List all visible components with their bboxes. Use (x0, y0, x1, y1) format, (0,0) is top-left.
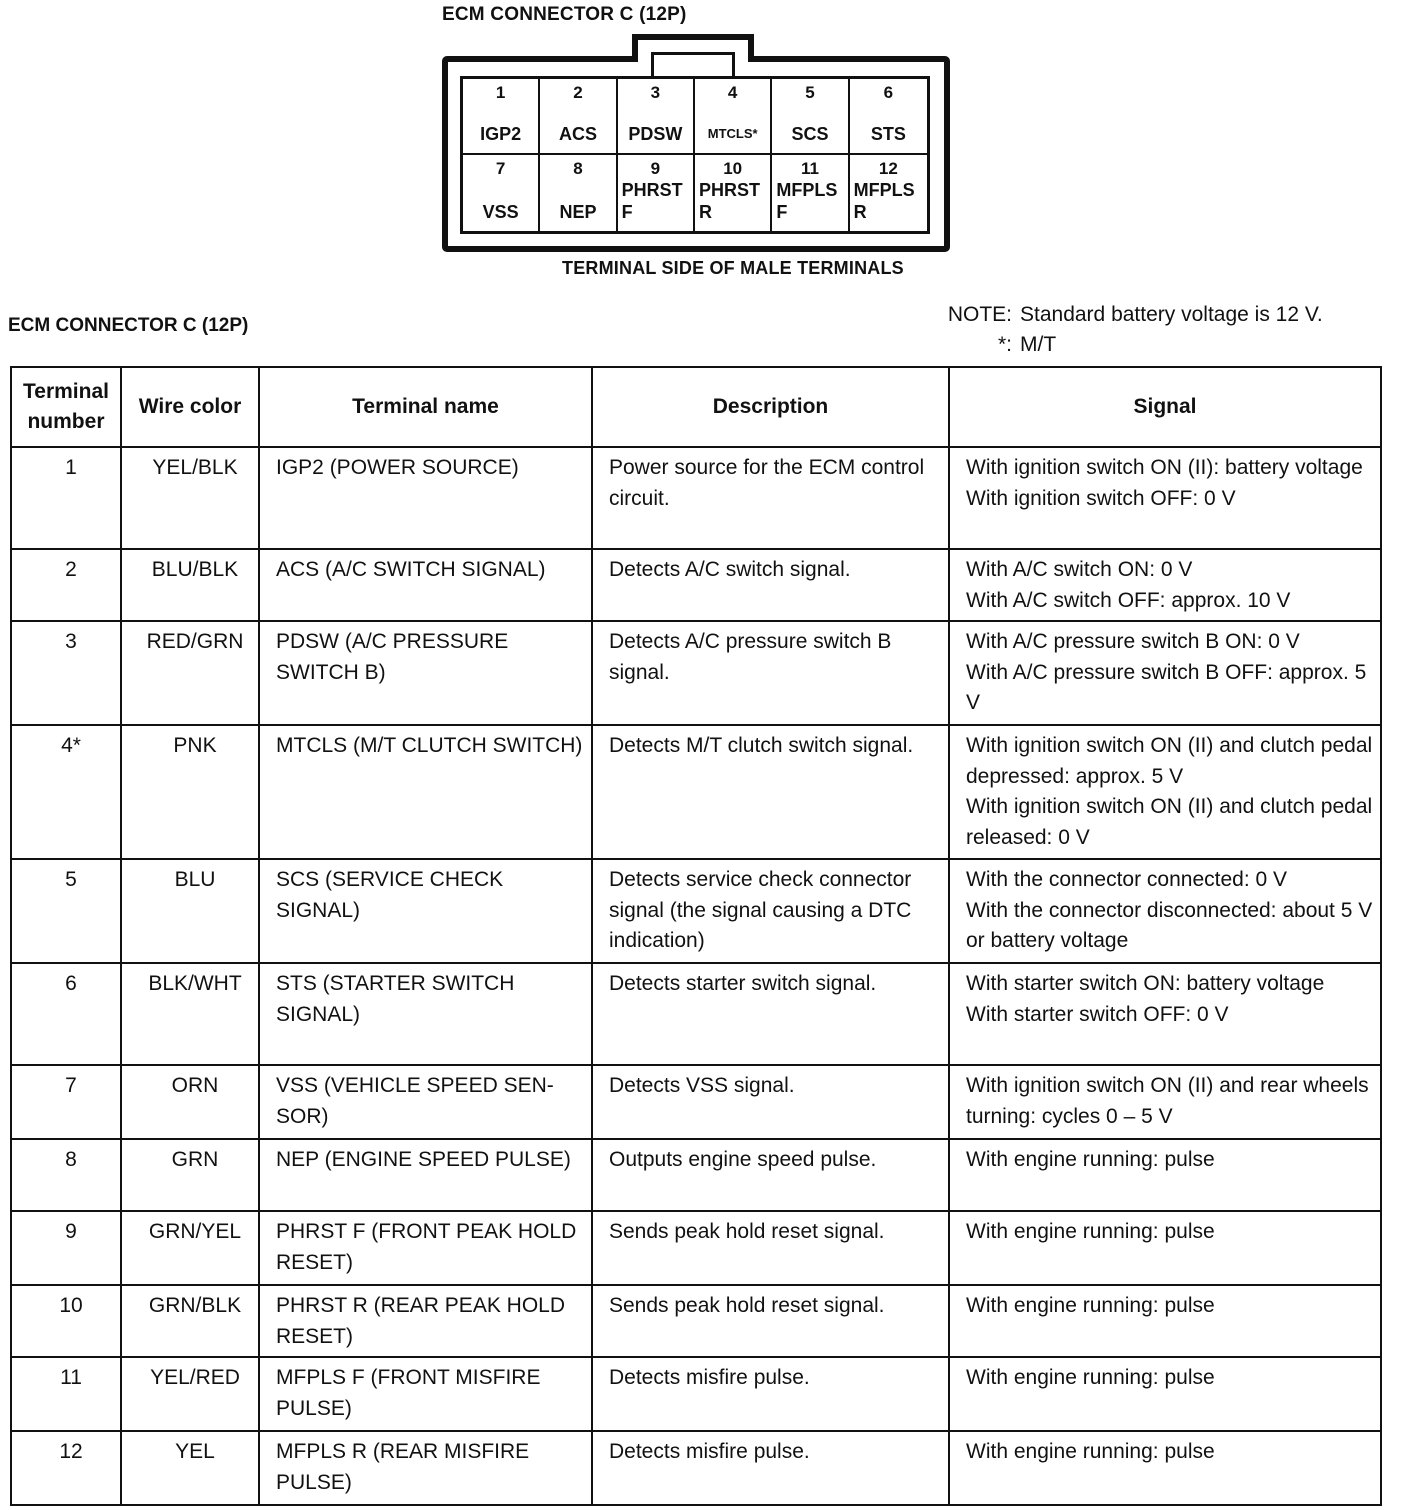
description-cell: Outputs engine speed pulse. (592, 1139, 949, 1211)
signal-line: With starter switch OFF: 0 V (966, 1002, 1229, 1026)
pin-label: SCS (791, 124, 829, 144)
terminal-number-cell: 2 (11, 549, 121, 621)
pin-number: 7 (495, 159, 506, 178)
description-cell: Detects service check connector signal (the signal causing a DTC indication) (592, 859, 949, 963)
signal-cell (949, 549, 1381, 621)
terminal-number-cell: 6 (11, 963, 121, 1065)
signal-cell (949, 859, 1381, 963)
signal-cell (949, 1139, 1381, 1211)
signal-cell (949, 1285, 1381, 1357)
description-cell: Detects starter switch signal. (592, 963, 949, 1065)
terminal-name-cell: MFPLS R (REAR MISFIRE PULSE) (259, 1431, 592, 1505)
pin-number: 6 (883, 83, 894, 102)
signal-cell (949, 447, 1381, 549)
signal-cell (949, 1065, 1381, 1139)
pin-number: 12 (878, 159, 898, 178)
section-title: ECM CONNECTOR C (12P) (8, 315, 249, 336)
terminal-number-cell: 3 (11, 621, 121, 725)
pin-label: STS (870, 124, 906, 144)
signal-cell (949, 1211, 1381, 1285)
table-row (11, 447, 1381, 549)
description-cell: Detects misfire pulse. (592, 1431, 949, 1505)
wire-color-cell: ORN (121, 1065, 259, 1139)
table-row (11, 1285, 1381, 1357)
note-key: *: (997, 333, 1012, 356)
pin-number: 8 (573, 159, 583, 178)
table-row (11, 1357, 1381, 1431)
signal-line: With A/C pressure switch B OFF: approx. 5 V (966, 660, 1367, 714)
terminal-name-cell: NEP (ENGINE SPEED PULSE) (259, 1139, 592, 1211)
header-terminal-number: Terminal number (11, 367, 121, 447)
signal-cell (949, 621, 1381, 725)
signal-cell (949, 1357, 1381, 1431)
pin-cell (695, 79, 772, 155)
table-row (11, 1139, 1381, 1211)
table-row (11, 859, 1381, 963)
signal-line: With ignition switch OFF: 0 V (966, 486, 1236, 510)
signal-cell (949, 1431, 1381, 1505)
wire-color-cell: BLU (121, 859, 259, 963)
pin-label: PHRST F (621, 180, 683, 222)
pin-label: PHRST R (699, 180, 761, 222)
pin-cell (618, 79, 695, 155)
terminal-number-cell: 10 (11, 1285, 121, 1357)
signal-line: With the connector disconnected: about 5 V or battery voltage (966, 898, 1373, 952)
connector-pin-grid (460, 76, 930, 234)
voltage-note (926, 300, 1323, 360)
signal-line: With starter switch ON: battery voltage (966, 972, 1325, 995)
signal-line: With ignition switch ON (II) and rear wheels turning: cycles 0 – 5 V (966, 1074, 1369, 1128)
table-header-row (11, 367, 1381, 447)
note-row (926, 300, 1323, 330)
signal-line: With ignition switch ON (II) and clutch pedal released: 0 V (966, 795, 1373, 849)
pin-cell (850, 155, 927, 231)
pin-cell (772, 79, 849, 155)
pin-label: IGP2 (480, 124, 522, 144)
pin-cell (618, 155, 695, 231)
terminal-name-cell: SCS (SERVICE CHECK SIGNAL) (259, 859, 592, 963)
terminal-name-cell: PDSW (A/C PRESSURE SWITCH B) (259, 621, 592, 725)
terminal-table (10, 366, 1382, 1506)
pin-cell (540, 155, 617, 231)
connector-diagram-caption: TERMINAL SIDE OF MALE TERMINALS (562, 258, 904, 278)
signal-line: With engine running: pulse (966, 1366, 1215, 1389)
wire-color-cell: GRN/BLK (121, 1285, 259, 1357)
signal-line: With ignition switch ON (II) and clutch pedal depressed: approx. 5 V (966, 734, 1373, 788)
table-row (11, 621, 1381, 725)
description-cell: Sends peak hold reset signal. (592, 1285, 949, 1357)
signal-line: With engine running: pulse (966, 1148, 1215, 1171)
header-signal: Signal (949, 367, 1381, 447)
pin-cell (463, 79, 540, 155)
signal-line: With the connector connected: 0 V (966, 868, 1288, 891)
table-row (11, 963, 1381, 1065)
note-row (926, 330, 1323, 360)
signal-cell (949, 963, 1381, 1065)
description-cell: Detects A/C pressure switch B signal. (592, 621, 949, 725)
pin-label: ACS (558, 124, 597, 144)
pin-label: MFPLS F (776, 180, 838, 222)
signal-line: With engine running: pulse (966, 1440, 1215, 1463)
pin-number: 5 (805, 83, 815, 102)
table-row (11, 1065, 1381, 1139)
pin-label: PDSW (628, 124, 683, 144)
terminal-number-cell: 12 (11, 1431, 121, 1505)
signal-line: With A/C pressure switch B ON: 0 V (966, 630, 1300, 653)
pin-label: VSS (482, 202, 519, 222)
pin-cell (540, 79, 617, 155)
wire-color-cell: YEL/RED (121, 1357, 259, 1431)
connector-diagram-title: ECM CONNECTOR C (12P) (442, 4, 687, 25)
pin-number: 4 (727, 83, 738, 102)
pin-number: 2 (573, 83, 583, 102)
signal-line: With engine running: pulse (966, 1294, 1215, 1317)
pin-number: 11 (801, 159, 819, 178)
terminal-number-cell: 9 (11, 1211, 121, 1285)
wire-color-cell: BLK/WHT (121, 963, 259, 1065)
pin-cell (772, 155, 849, 231)
terminal-number-cell: 1 (11, 447, 121, 549)
note-text: M/T (1020, 333, 1057, 356)
wire-color-cell: PNK (121, 725, 259, 859)
pin-cell (463, 155, 540, 231)
description-cell: Detects M/T clutch switch signal. (592, 725, 949, 859)
table-row (11, 1431, 1381, 1505)
pin-number: 3 (650, 83, 661, 102)
terminal-number-cell: 8 (11, 1139, 121, 1211)
wire-color-cell: GRN (121, 1139, 259, 1211)
wire-color-cell: YEL (121, 1431, 259, 1505)
terminal-number-cell: 5 (11, 859, 121, 963)
table-row (11, 725, 1381, 859)
table-row (11, 1211, 1381, 1285)
signal-line: With ignition switch ON (II): battery voltage (966, 456, 1363, 479)
wire-color-cell: GRN/YEL (121, 1211, 259, 1285)
terminal-name-cell: ACS (A/C SWITCH SIGNAL) (259, 549, 592, 621)
wire-color-cell: BLU/BLK (121, 549, 259, 621)
description-cell: Detects misfire pulse. (592, 1357, 949, 1431)
table-body (11, 447, 1381, 1505)
terminal-name-cell: VSS (VEHICLE SPEED SEN-SOR) (259, 1065, 592, 1139)
terminal-number-cell: 4* (11, 725, 121, 859)
signal-line: With engine running: pulse (966, 1220, 1215, 1243)
pin-cell (850, 79, 927, 155)
header-wire-color: Wire color (121, 367, 259, 447)
note-key: NOTE: (947, 303, 1012, 326)
terminal-name-cell: PHRST F (FRONT PEAK HOLD RESET) (259, 1211, 592, 1285)
pin-number: 1 (495, 83, 506, 102)
terminal-name-cell: IGP2 (POWER SOURCE) (259, 447, 592, 549)
pin-cell (695, 155, 772, 231)
pin-label: MFPLS R (853, 180, 915, 222)
description-cell: Power source for the ECM control circuit. (592, 447, 949, 549)
description-cell: Detects VSS signal. (592, 1065, 949, 1139)
pin-label: NEP (559, 202, 597, 222)
connector-latch-tab (651, 52, 735, 78)
header-description: Description (592, 367, 949, 447)
note-text: Standard battery voltage is 12 V. (1020, 303, 1323, 326)
signal-line: With A/C switch OFF: approx. 10 V (966, 588, 1291, 612)
header-terminal-name: Terminal name (259, 367, 592, 447)
pin-label: MTCLS* (707, 126, 758, 141)
table-row (11, 549, 1381, 621)
wire-color-cell: RED/GRN (121, 621, 259, 725)
signal-cell (949, 725, 1381, 859)
terminal-number-cell: 7 (11, 1065, 121, 1139)
signal-line: With A/C switch ON: 0 V (966, 558, 1193, 581)
description-cell: Sends peak hold reset signal. (592, 1211, 949, 1285)
pin-number: 10 (723, 159, 743, 178)
terminal-name-cell: MFPLS F (FRONT MISFIRE PULSE) (259, 1357, 592, 1431)
description-cell: Detects A/C switch signal. (592, 549, 949, 621)
wire-color-cell: YEL/BLK (121, 447, 259, 549)
terminal-name-cell: PHRST R (REAR PEAK HOLD RESET) (259, 1285, 592, 1357)
terminal-number-cell: 11 (11, 1357, 121, 1431)
terminal-name-cell: STS (STARTER SWITCH SIGNAL) (259, 963, 592, 1065)
pin-number: 9 (650, 159, 661, 178)
terminal-name-cell: MTCLS (M/T CLUTCH SWITCH) (259, 725, 592, 859)
